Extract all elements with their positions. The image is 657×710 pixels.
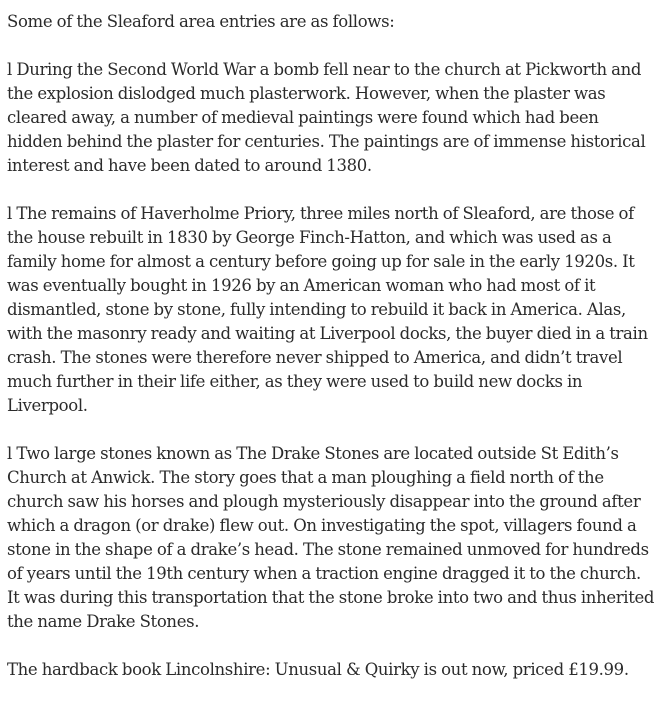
intro-paragraph: Some of the Sleaford area entries are as follows: — [7, 12, 395, 31]
closing-paragraph: The hardback book Lincolnshire: Unusual & Quirky is out now, priced £19.99. — [7, 660, 629, 679]
entry-haverholme-paragraph: l The remains of Haverholme Priory, three miles north of Sleaford, are those of the house rebuilt in 1830 by George Finch-Hatton, and which was used as a family home for almost a century before going up for sale in the early 1920s. It was eventually bought in 1926 by an American woman who had most of it dismantled, stone by stone, fully intending to rebuild it back in America. Alas, with the masonry ready and waiting at Liverpool docks, the buyer died in a train crash. The stones were therefore never shipped to America, and didn’t travel much further in their life either, as they were used to build new docks in Liverpool. — [7, 204, 648, 415]
entry-pickworth-paragraph: l During the Second World War a bomb fell near to the church at Pickworth and the explosion dislodged much plasterwork. However, when the plaster was cleared away, a number of medieval paintings were found which had been hidden behind the plaster for centuries. The paintings are of immense historical interest and have been dated to around 1380. — [7, 60, 646, 175]
entry-drake-stones-paragraph: l Two large stones known as The Drake Stones are located outside St Edith’s Church at Anwick. The story goes that a man ploughing a field north of the church saw his horses and plough mysteriously disappear into the ground after which a dragon (or drake) flew out. On investigating the spot, villagers found a stone in the shape of a drake’s head. The stone remained unmoved for hundreds of years until the 19th century when a traction engine dragged it to the church. It was during this transportation that the stone broke into two and thus inherited the name Drake Stones. — [7, 444, 655, 631]
